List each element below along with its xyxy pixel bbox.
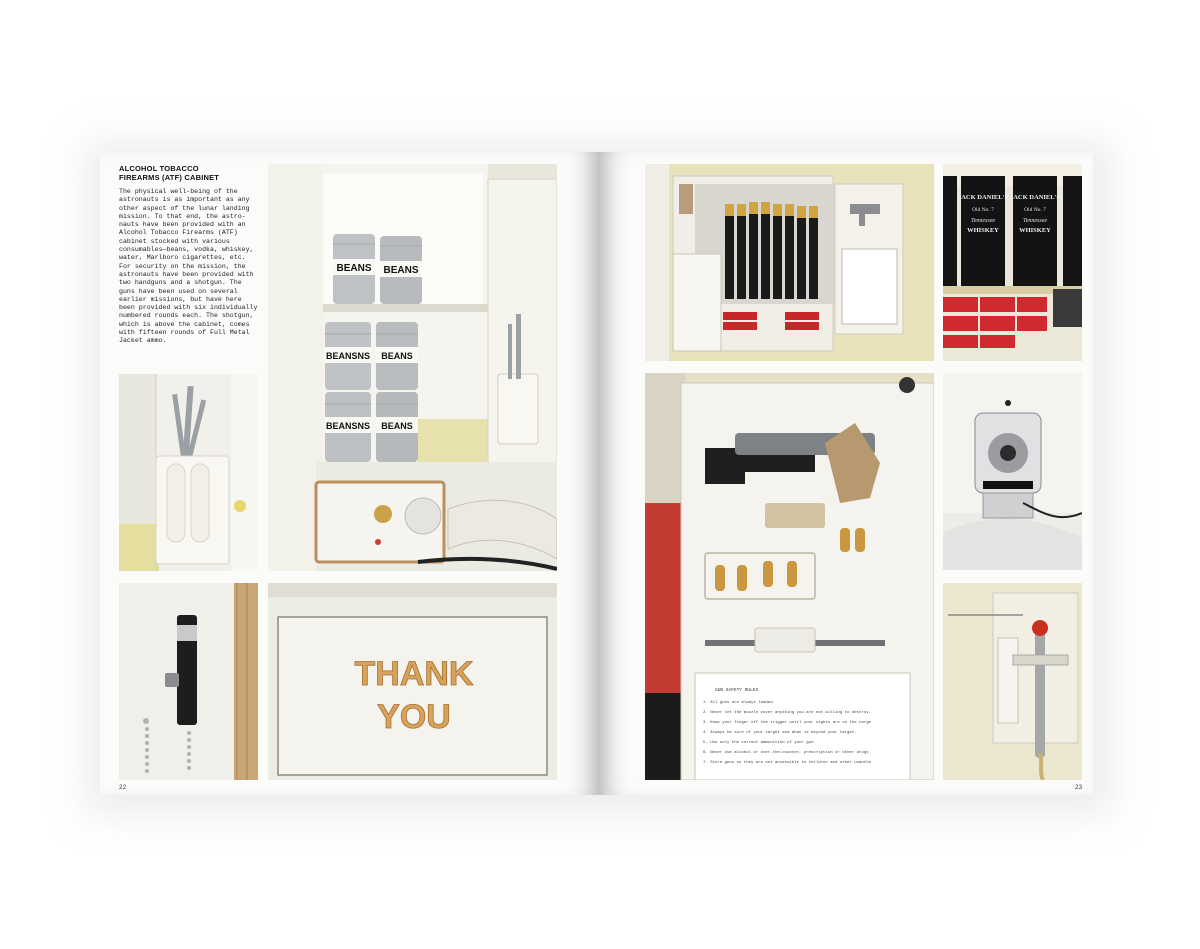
article-body-line: astronauts have been provided with bbox=[119, 270, 254, 278]
jd-tennessee-1: Tennessee bbox=[970, 218, 996, 224]
gun-safety-rule: 1. All guns are always loaded. bbox=[703, 701, 776, 705]
photo-jack-daniels bbox=[943, 164, 1082, 361]
gun-safety-rule: 3. Keep your finger off the trigger until your sights are on the targe bbox=[703, 721, 872, 725]
photo-gun-rack bbox=[645, 373, 934, 780]
article-body bbox=[119, 188, 259, 346]
jd-whiskey-1: WHISKEY bbox=[967, 227, 999, 234]
photo-beans-cabinet bbox=[268, 164, 557, 571]
article-body-line: nauts have been provided with an bbox=[119, 221, 246, 229]
article-body-line: guns have been used on several bbox=[119, 287, 238, 295]
photo-thank-you bbox=[268, 583, 557, 780]
gun-safety-rule: 6. Never use alcohol or over-the-counter, prescription or other drugs bbox=[703, 751, 869, 755]
article-body-line: been provided with six individually bbox=[119, 304, 258, 312]
article-body-line: consumables—beans, vodka, whiskey, bbox=[119, 246, 254, 254]
gun-safety-rule: 7. Store guns so they are not accessible to children and other unautho bbox=[703, 761, 872, 765]
can-label-6: BEANS bbox=[381, 421, 413, 431]
article-body-line: mission. To that end, the astro- bbox=[119, 212, 246, 220]
article-body-line: Alcohol Tobacco Firearms (ATF) bbox=[119, 229, 238, 237]
photo-atf-cabinet-open bbox=[645, 164, 934, 361]
jd-no-1: Old No. 7 bbox=[972, 207, 994, 213]
article-body-line: earlier missions, but have here bbox=[119, 295, 242, 303]
article-body-line: cabinet stocked with various bbox=[119, 237, 230, 245]
article-body-line: water, Marlboro cigarettes, etc. bbox=[119, 254, 246, 262]
photo-lighter bbox=[119, 583, 258, 780]
can-label-5: BEANSNS bbox=[325, 421, 371, 431]
gun-safety-rule: 2. Never let the muzzle cover anything you are not willing to destroy. bbox=[703, 711, 872, 715]
jd-whiskey-2: WHISKEY bbox=[1019, 227, 1051, 234]
article-body-line: For security on the mission, the bbox=[119, 262, 246, 270]
article-body-line: astronauts is as important as any bbox=[119, 196, 250, 204]
left-page bbox=[100, 152, 599, 795]
gun-safety-rule: 5. Use only the correct ammunition of your gun. bbox=[703, 741, 816, 745]
can-label-4: BEANS bbox=[381, 351, 413, 361]
thank-text: THANK bbox=[354, 655, 474, 693]
photo-cutlery-holder bbox=[119, 374, 258, 571]
can-label-2: BEANS bbox=[383, 265, 419, 276]
photo-pump-device bbox=[943, 373, 1082, 570]
can-label-3: BEANSNS bbox=[325, 351, 371, 361]
jd-no-2: Old No. 7 bbox=[1024, 207, 1046, 213]
jd-brand-2: JACK DANIEL'S bbox=[1009, 194, 1061, 201]
you-text: YOU bbox=[377, 698, 451, 736]
gun-safety-title: GUN SAFETY RULES bbox=[715, 688, 759, 693]
page-number-right: 23 bbox=[1075, 784, 1083, 791]
title-line-1: ALCOHOL TOBACCO bbox=[119, 164, 199, 173]
article-body-line: numbered rounds each. The shotgun, bbox=[119, 312, 254, 320]
article-body-line: Jacket ammo. bbox=[119, 337, 167, 345]
article-body-line: with fifteen rounds of Full Metal bbox=[119, 329, 250, 337]
article-title bbox=[119, 164, 259, 182]
photo-lever-mechanism bbox=[943, 583, 1082, 780]
gun-safety-rule: 4. Always be sure of your target and what is beyond your target. bbox=[703, 731, 857, 735]
page-number-left: 22 bbox=[119, 784, 127, 791]
article-body-line: The physical well-being of the bbox=[119, 188, 238, 195]
jd-tennessee-2: Tennessee bbox=[1022, 218, 1048, 224]
title-line-2: FIREARMS (ATF) CABINET bbox=[119, 173, 220, 182]
article-body-line: two handguns and a shotgun. The bbox=[119, 279, 242, 287]
jd-brand-1: JACK DANIEL'S bbox=[957, 194, 1009, 201]
article-body-line: which is above the cabinet, comes bbox=[119, 320, 250, 328]
can-label-1: BEANS bbox=[336, 263, 372, 274]
right-page bbox=[599, 152, 1093, 795]
article-body-line: other aspect of the lunar landing bbox=[119, 204, 250, 212]
